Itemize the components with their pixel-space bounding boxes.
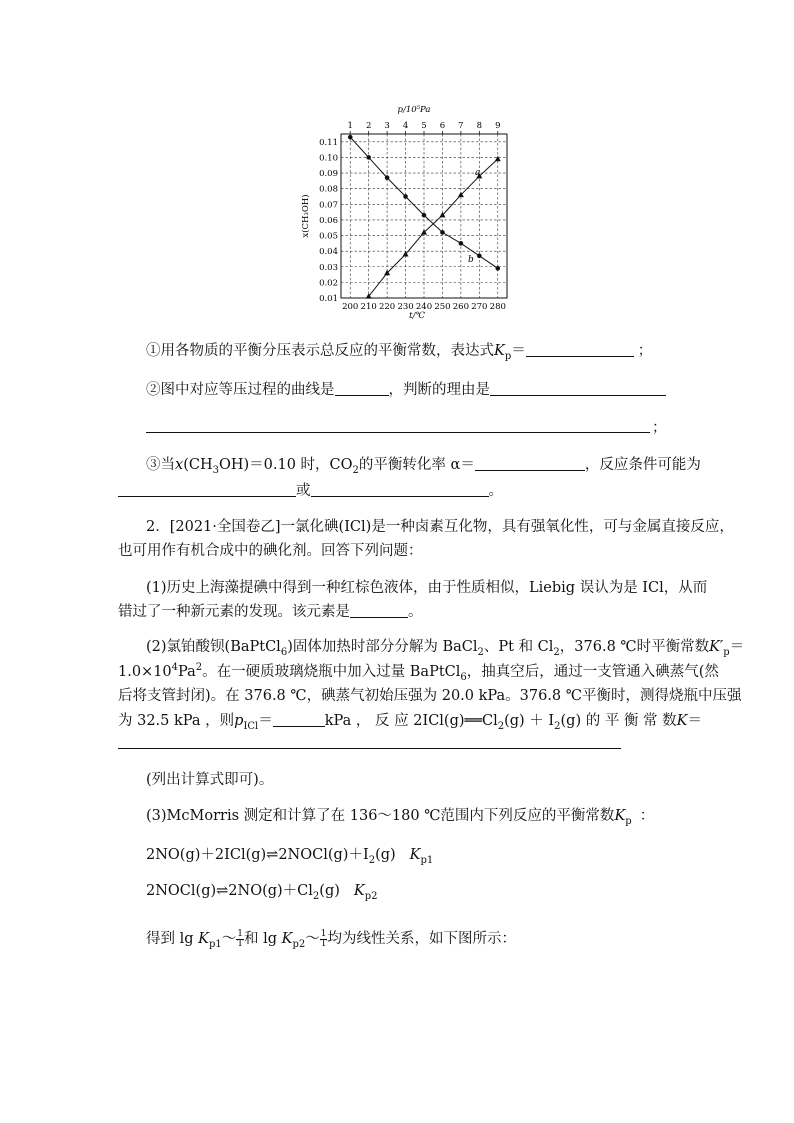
answer-blank-p-icl[interactable]	[273, 712, 325, 727]
y-tick-label: 0.03	[319, 262, 338, 273]
series-a-label: a	[475, 168, 481, 178]
top-tick-label: 7	[458, 121, 464, 131]
series-b-point	[348, 135, 353, 140]
y-tick-label: 0.04	[319, 247, 338, 258]
x-tick-label: 230	[397, 302, 414, 312]
y-tick-label: 0.06	[319, 215, 338, 226]
question-1-expression: ①用各物质的平衡分压表示总反应的平衡常数，表达式$K_p=$ ；	[146, 343, 653, 362]
y-tick-label: 0.07	[319, 200, 338, 211]
question-2-part-3-relation: 得到 $\lg K_{p1}\sim$ $\frac{1}{T}$ 和 $\lg K_{p2}\sim$ $\frac{1}{T}$ 均为线性关系，如下图所示：	[146, 928, 516, 950]
reaction-2: $2NOCl(g)\rightleftharpoons 2NO(g)+Cl_2(g)$ $K_{p2}$	[146, 883, 378, 902]
question-2-part-2-line-1: (2)氯铂酸钡(BaPtCl$_6$)固体加热时部分分解为 BaCl$_2$、Pt 和 $Cl_2$，376.8 ℃时平衡常数$K'_p=$	[146, 639, 745, 658]
y-tick-label: 0.08	[319, 184, 338, 195]
question-2-part-2-line-4: 为 32.5 kPa ，则$p_{ICl}=$ kPa ， 反 应 $2ICl(g)══Cl_2(g) + I_2(g)$ 的 平 衡 常 数K＝	[118, 713, 703, 732]
y-axis-label: x(CH₃OH)	[301, 194, 311, 238]
question-2-part-2-line-2: $1.0\times 10^4Pa^2$。在一硬质玻璃烧瓶中加入过量 BaPtCl$_6$，抽真空后，通过一支管通入碘蒸气(然	[118, 662, 719, 683]
question-2-part-2-line-3: 后将支管封闭)。在 376.8 ℃，碘蒸气初始压强为 20.0 kPa。376.8 ℃平衡时，测得烧瓶中压强	[118, 688, 742, 704]
x-tick-label: 200	[342, 302, 359, 312]
series-b-point	[366, 155, 371, 160]
question-2-part-2-note: (列出计算式即可)。	[146, 772, 274, 788]
y-axis-ticks	[319, 138, 338, 304]
series-b-point	[477, 254, 482, 259]
fraction-one-over-t: $\frac{1}{T}$	[237, 928, 244, 949]
x-tick-label: 280	[489, 302, 506, 312]
answer-rule-reason-continued[interactable]	[146, 432, 650, 433]
answer-rule-k-expression[interactable]	[118, 748, 621, 749]
series-b-point	[495, 266, 500, 271]
question-1-line-end: ；	[652, 420, 667, 436]
top-axis-ticks	[348, 121, 501, 134]
question-1-conversion: ③当$x(CH_3OH)=0.10$ 时，$CO_2$的平衡转化率 α＝ ，反应条件可能为	[146, 457, 701, 476]
answer-blank-reason[interactable]	[490, 381, 666, 396]
x-tick-label: 220	[378, 302, 396, 312]
answer-blank-alpha[interactable]	[475, 456, 585, 471]
question-2-part-3-intro: (3)McMorris 测定和计算了在 136～180 ℃范围内下列反应的平衡常数$K_p$ ：	[146, 808, 655, 827]
top-tick-label: 4	[402, 121, 409, 131]
series-b-label: b	[468, 255, 474, 265]
x-tick-label: 210	[360, 302, 377, 312]
fraction-one-over-t-2: $\frac{1}{T}$	[320, 928, 327, 949]
x-tick-label: 260	[452, 302, 470, 312]
top-axis-label: p/10⁵Pa	[397, 105, 431, 115]
top-tick-label: 5	[421, 121, 427, 131]
top-tick-label: 6	[439, 121, 446, 131]
answer-blank-condition-1[interactable]	[118, 482, 296, 497]
x-tick-label: 270	[471, 302, 488, 312]
answer-blank-curve[interactable]	[335, 381, 389, 396]
question-2-intro-line-1: 2．[2021·全国卷乙]一氯化碘(ICl)是一种卤素互化物，具有强氧化性，可与金属直接反应，	[146, 519, 734, 535]
series-b-point	[403, 194, 408, 199]
series-b-point	[422, 213, 427, 218]
y-tick-label: 0.01	[319, 294, 338, 304]
series-a-point	[495, 156, 501, 161]
y-tick-label: 0.05	[319, 231, 338, 242]
top-tick-label: 8	[476, 121, 483, 131]
answer-blank-element[interactable]	[350, 603, 408, 618]
ch3oh-fraction-chart	[296, 100, 526, 322]
top-tick-label: 3	[384, 121, 390, 131]
series-b-point	[385, 175, 390, 180]
question-1-curve: ②图中对应等压过程的曲线是 ，判断的理由是	[146, 380, 706, 400]
question-2-part-1-line-2: 错过了一种新元素的发现。该元素是 。	[118, 604, 423, 620]
x-tick-label: 250	[434, 302, 451, 312]
top-tick-label: 1	[347, 121, 353, 131]
question-2-part-1-line-1: (1)历史上海藻提碘中得到一种红棕色液体，由于性质相似，Liebig 误认为是 ICl，从而	[146, 580, 708, 596]
y-tick-label: 0.10	[319, 153, 338, 164]
y-tick-label: 0.11	[319, 137, 338, 148]
top-tick-label: 2	[365, 121, 372, 131]
top-tick-label: 9	[495, 121, 501, 131]
series-b-point	[459, 241, 464, 246]
y-tick-label: 0.09	[319, 169, 338, 180]
question-2-intro-line-2: 也可用作有机合成中的碘化剂。回答下列问题：	[118, 543, 423, 559]
answer-blank-condition-2[interactable]	[311, 482, 489, 497]
x-axis-label: t/℃	[409, 311, 425, 321]
reaction-1: $2NO(g)+2ICl(g)\rightleftharpoons 2NOCl(g)+I_2(g)$ $K_{p1}$	[146, 847, 434, 866]
x-tick-label: 240	[415, 302, 433, 312]
series-b-point	[440, 230, 445, 235]
question-1-conditions: 或 。	[118, 481, 678, 501]
y-tick-label: 0.02	[319, 278, 338, 289]
answer-blank-kp[interactable]	[526, 342, 634, 357]
